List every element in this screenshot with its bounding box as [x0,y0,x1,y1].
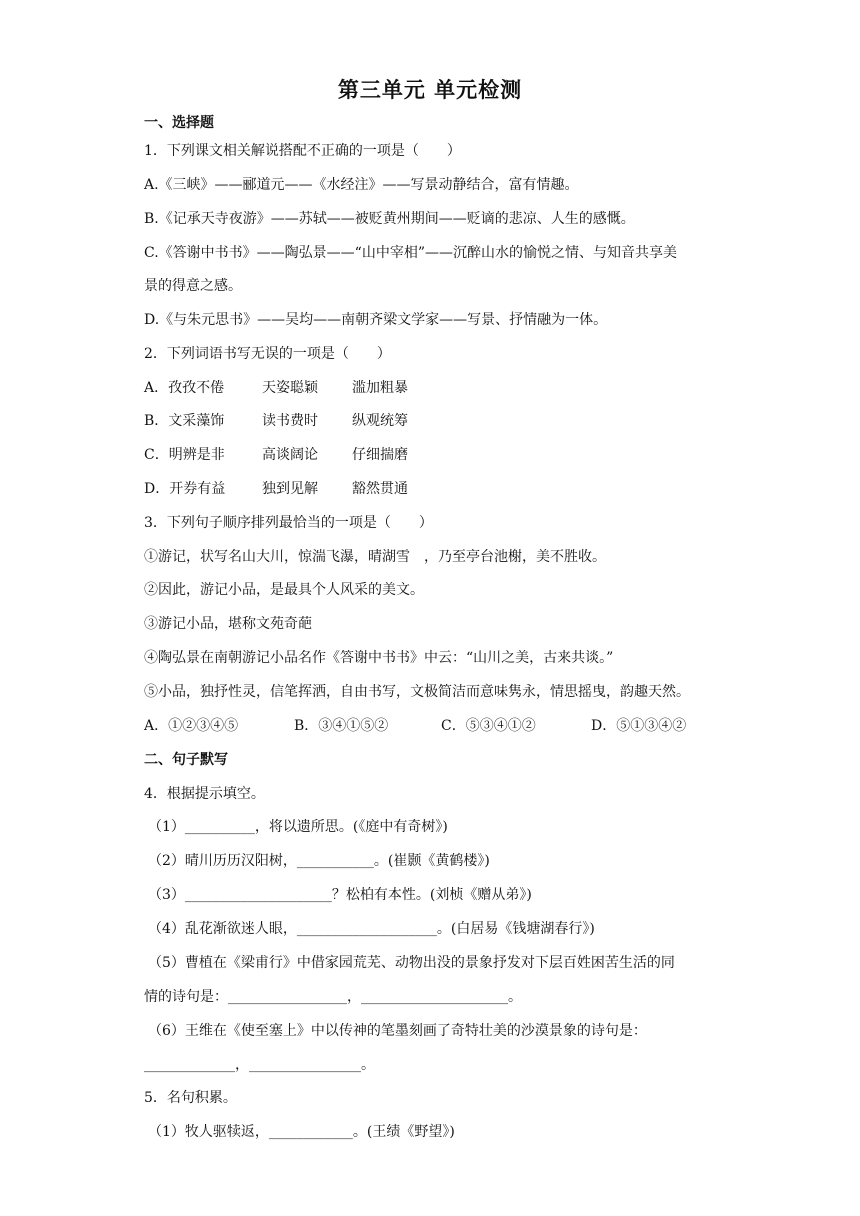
q2-option-a-word3: 滥加粗暴 [352,380,408,396]
q3-option-c: C．⑤③④①② [441,718,536,734]
q1-option-b: B.《记承天寺夜游》——苏轼——被贬黄州期间——贬谪的悲凉、人生的感慨。 [144,211,635,227]
q2-option-b-word1: B．文采藻饰 [144,413,225,429]
q4-blank-3: （3）_____________________？松柏有本性。(刘桢《赠从弟》) [148,887,532,903]
q3-sentence-3: ③游记小品，堪称文苑奇葩 [144,616,312,632]
q2-option-b-word2: 读书费时 [262,413,318,429]
page-title: 第三单元 单元检测 [337,78,523,102]
q2-option-a-word1: A．孜孜不倦 [144,380,225,396]
q2-option-b-word3: 纵观统筹 [352,413,408,429]
q5-stem: 5．名句积累。 [144,1090,237,1106]
q4-blank-5-line1: （5）曹植在《梁甫行》中借家园荒芜、动物出没的景象抒发对下层百姓困苦生活的同 [148,955,675,971]
q4-blank-2: （2）晴川历历汉阳树，___________。(崔颢《黄鹤楼》) [148,853,490,869]
q4-blank-6-line1: （6）王维在《使至塞上》中以传神的笔墨刻画了奇特壮美的沙漠景象的诗句是： [148,1023,647,1039]
q3-sentence-4: ④陶弘景在南朝游记小品名作《答谢中书书》中云：“山川之美，古来共谈。” [144,650,614,666]
q2-option-b [144,412,744,430]
q1-stem: 1．下列课文相关解说搭配不正确的一项是（ ） [144,143,461,159]
q3-sentence-1: ①游记，状写名山大川，惊湍飞瀑，晴湖雪 ，乃至亭台池榭，美不胜收。 [144,549,606,565]
q3-option-d: D．⑤①③④② [591,718,687,734]
section-heading-choice: 一、选择题 [144,115,214,131]
q3-sentence-5: ⑤小品，独抒性灵，信笔挥洒，自由书写，文极简洁而意味隽永，情思摇曳，韵趣天然。 [144,684,690,700]
q2-option-d-word3: 豁然贯通 [352,481,408,497]
q2-option-a [144,379,744,397]
q3-sentence-2: ②因此，游记小品，是最具个人风采的美文。 [144,582,424,598]
q1-option-c-line1: C.《答谢中书书》——陶弘景——“山中宰相”——沉醉山水的愉悦之情、与知音共享美 [144,245,677,261]
q1-option-a: A.《三峡》——郦道元——《水经注》——写景动静结合，富有情趣。 [144,177,579,193]
q2-option-c-word1: C．明辨是非 [144,447,225,463]
q4-stem: 4．根据提示填空。 [144,786,265,802]
q4-blank-6-line2: _____________，________________。 [144,1057,375,1073]
q4-blank-1: （1）__________，将以遗所思。(《庭中有奇树》) [148,819,448,835]
q2-option-c-word2: 高谈阔论 [262,447,318,463]
q2-option-d [144,480,744,498]
q1-option-c-line2: 景的得意之感。 [144,278,242,294]
q2-option-c-word3: 仔细揣磨 [352,447,408,463]
q2-option-d-word2: 独到见解 [262,481,318,497]
q3-stem: 3．下列句子顺序排列最恰当的一项是（ ） [144,515,433,531]
q3-option-b: B．③④①⑤② [294,718,389,734]
section-heading-dictation: 二、句子默写 [144,752,228,768]
q2-stem: 2．下列词语书写无误的一项是（ ） [144,346,391,362]
q2-option-d-word1: D．开券有益 [144,481,226,497]
q1-option-d: D.《与朱元思书》——吴均——南朝齐梁文学家——写景、抒情融为一体。 [144,312,608,328]
q5-blank-1: （1）牧人驱犊返，____________。(王绩《野望》) [148,1124,455,1140]
q3-option-a: A．①②③④⑤ [144,718,239,734]
q2-option-c [144,446,744,464]
q4-blank-5-line2: 情的诗句是：_________________，_____________________。 [144,989,522,1005]
q3-options [144,717,744,735]
q4-blank-4: （4）乱花渐欲迷人眼，____________________。(白居易《钱塘湖春行》) [148,921,595,937]
q2-option-a-word2: 天姿聪颖 [262,380,318,396]
